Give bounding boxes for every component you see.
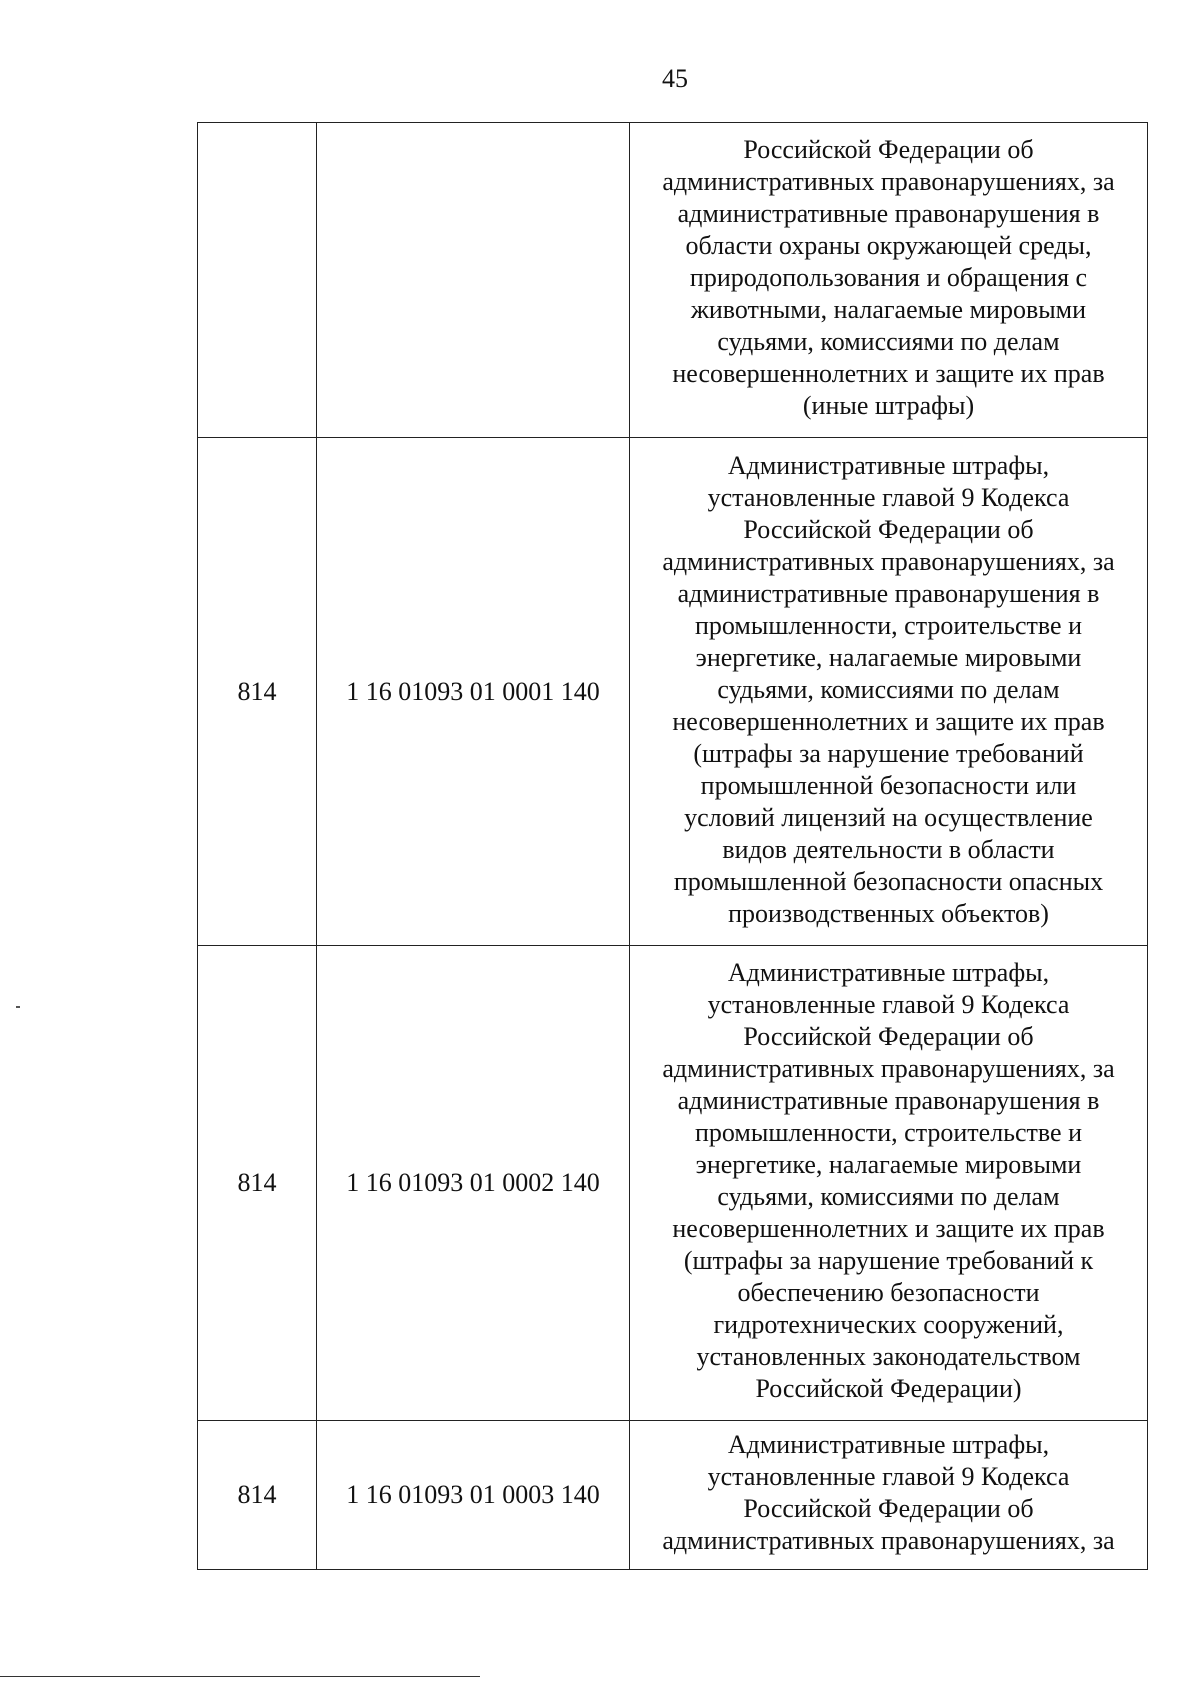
description-text: Административные штрафы, установленные главой 9 Кодекса Российской Федерации об административных правонарушениях, за административные правонарушения в промышленности, строительстве и энергетике, налагаемые мировыми судьями, комиссиями по делам несовершеннолетних и защите их прав (штрафы за нарушение требований к обеспечению безопасности гидротехнических сооружений, установленных законодательством Российской Федерации) — [662, 958, 1115, 1403]
admin-code-cell — [198, 123, 317, 438]
admin-code-cell: 814 — [198, 438, 317, 946]
table-row — [198, 1421, 1148, 1570]
description-text: Административные штрафы, установленные главой 9 Кодекса Российской Федерации об административных правонарушениях, за административные правонарушения в промышленности, строительстве и энергетике, налагаемые мировыми судьями, комиссиями по делам несовершеннолетних и защите их прав (штрафы за нарушение требований промышленной безопасности или условий лицензий на осуществление видов деятельности в области промышленной безопасности опасных производственных объектов) — [662, 450, 1115, 928]
kbk-code-cell: 1 16 01093 01 0003 140 — [317, 1421, 630, 1570]
revenue-classification-table — [197, 122, 1148, 1570]
kbk-code-cell — [317, 123, 630, 438]
table-row — [198, 438, 1148, 946]
admin-code-cell: 814 — [198, 1421, 317, 1570]
kbk-code-cell: 1 16 01093 01 0001 140 — [317, 438, 630, 946]
table-row — [198, 946, 1148, 1421]
admin-code-cell: 814 — [198, 946, 317, 1421]
page-number: 45 — [662, 64, 688, 93]
bottom-rule — [0, 1676, 480, 1677]
description-cell — [630, 1421, 1148, 1570]
table-row — [198, 123, 1148, 438]
description-text: Российской Федерации об административных правонарушениях, за административные правонарушения в области охраны окружающей среды, природопользования и обращения с животными, налагаемые мировыми судьями, комиссиями по делам несовершеннолетних и защите их прав (иные штрафы) — [662, 135, 1115, 420]
description-cell — [630, 123, 1148, 438]
scan-artifact-mark — [16, 1006, 20, 1008]
description-cell — [630, 946, 1148, 1421]
description-cell — [630, 438, 1148, 946]
description-text: Административные штрафы, установленные главой 9 Кодекса Российской Федерации об административных правонарушениях, за — [662, 1430, 1115, 1555]
kbk-code-cell: 1 16 01093 01 0002 140 — [317, 946, 630, 1421]
